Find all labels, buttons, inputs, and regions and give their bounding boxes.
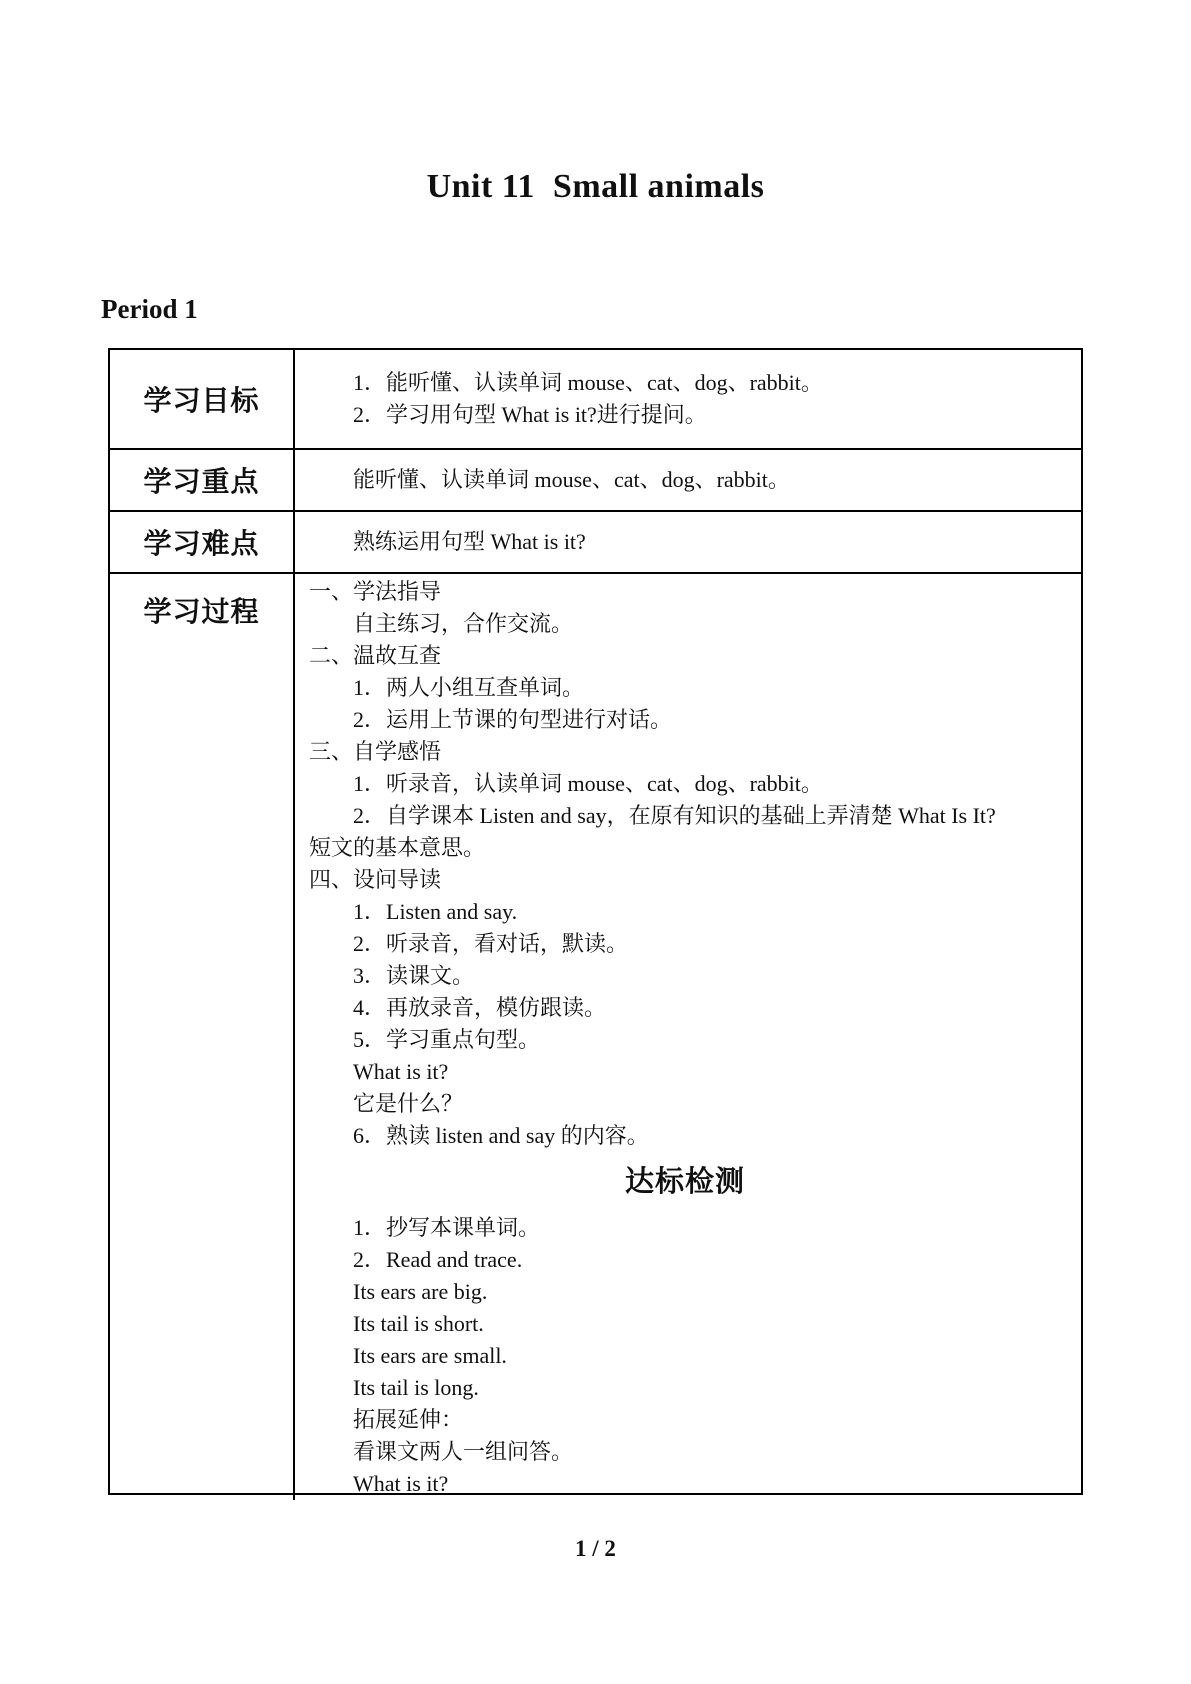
process-line: 它是什么？ <box>353 1091 464 1116</box>
table-row-difficulties <box>110 510 1081 572</box>
process-line: Its tail is long. <box>353 1375 479 1400</box>
process-line: 1．两人小组互查单词。 <box>353 675 585 700</box>
lesson-plan-table <box>108 348 1083 1495</box>
difficulties-content <box>295 512 1081 572</box>
period-heading: Period 1 <box>101 294 198 324</box>
process-line: 二、温故互查 <box>309 643 442 668</box>
process-line: Its ears are big. <box>353 1279 488 1304</box>
page-title: Unit 11 Small animals <box>426 168 765 205</box>
row-label-goals: 学习目标 <box>110 350 295 448</box>
row-label-key-points: 学习重点 <box>110 450 295 510</box>
process-line: 自主练习，合作交流。 <box>353 611 574 636</box>
row-label-process: 学习过程 <box>110 574 295 1500</box>
process-line: 2．Read and trace. <box>353 1247 523 1272</box>
process-line: Its tail is short. <box>353 1311 484 1336</box>
process-line: 短文的基本意思。 <box>309 835 486 860</box>
process-content <box>295 574 1081 1500</box>
process-line: 5．学习重点句型。 <box>353 1027 541 1052</box>
process-line: 四、设问导读 <box>309 867 442 892</box>
process-line: What is it? <box>353 1471 449 1496</box>
section-heading: 达标检测 <box>624 1166 745 1198</box>
process-line: 3．读课文。 <box>353 963 475 988</box>
process-line: 6．熟读 listen and say 的内容。 <box>353 1123 649 1148</box>
goal-line: 1．能听懂、认读单词 mouse、cat、dog、rabbit。 <box>353 370 823 395</box>
process-line: 2．运用上节课的句型进行对话。 <box>353 707 673 732</box>
table-row-goals <box>110 350 1081 448</box>
goal-line: 2．学习用句型 What is it?进行提问。 <box>353 402 707 427</box>
page-number: 1 / 2 <box>575 1536 616 1561</box>
process-line: 一、学法指导 <box>309 579 442 604</box>
key-points-line: 能听懂、认读单词 mouse、cat、dog、rabbit。 <box>353 467 790 492</box>
process-line: 1．听录音，认读单词 mouse、cat、dog、rabbit。 <box>353 771 823 796</box>
process-line: What is it? <box>353 1059 449 1084</box>
process-line: 1．抄写本课单词。 <box>353 1215 541 1240</box>
key-points-content <box>295 450 1081 510</box>
goals-content <box>295 350 1081 448</box>
table-row-process <box>110 572 1081 1500</box>
row-label-difficulties: 学习难点 <box>110 512 295 572</box>
process-line: 4．再放录音，模仿跟读。 <box>353 995 607 1020</box>
table-row-key-points <box>110 448 1081 510</box>
process-line: 三、自学感悟 <box>309 739 442 764</box>
process-line: Its ears are small. <box>353 1343 507 1368</box>
process-line: 看课文两人一组问答。 <box>353 1439 574 1464</box>
difficulties-line: 熟练运用句型 What is it? <box>353 529 586 554</box>
process-line: 2．自学课本 Listen and say，在原有知识的基础上弄清楚 What Is It? <box>353 803 996 828</box>
process-line: 2．听录音，看对话，默读。 <box>353 931 629 956</box>
process-line: 1．Listen and say. <box>353 899 518 924</box>
process-line: 拓展延伸： <box>353 1407 464 1432</box>
